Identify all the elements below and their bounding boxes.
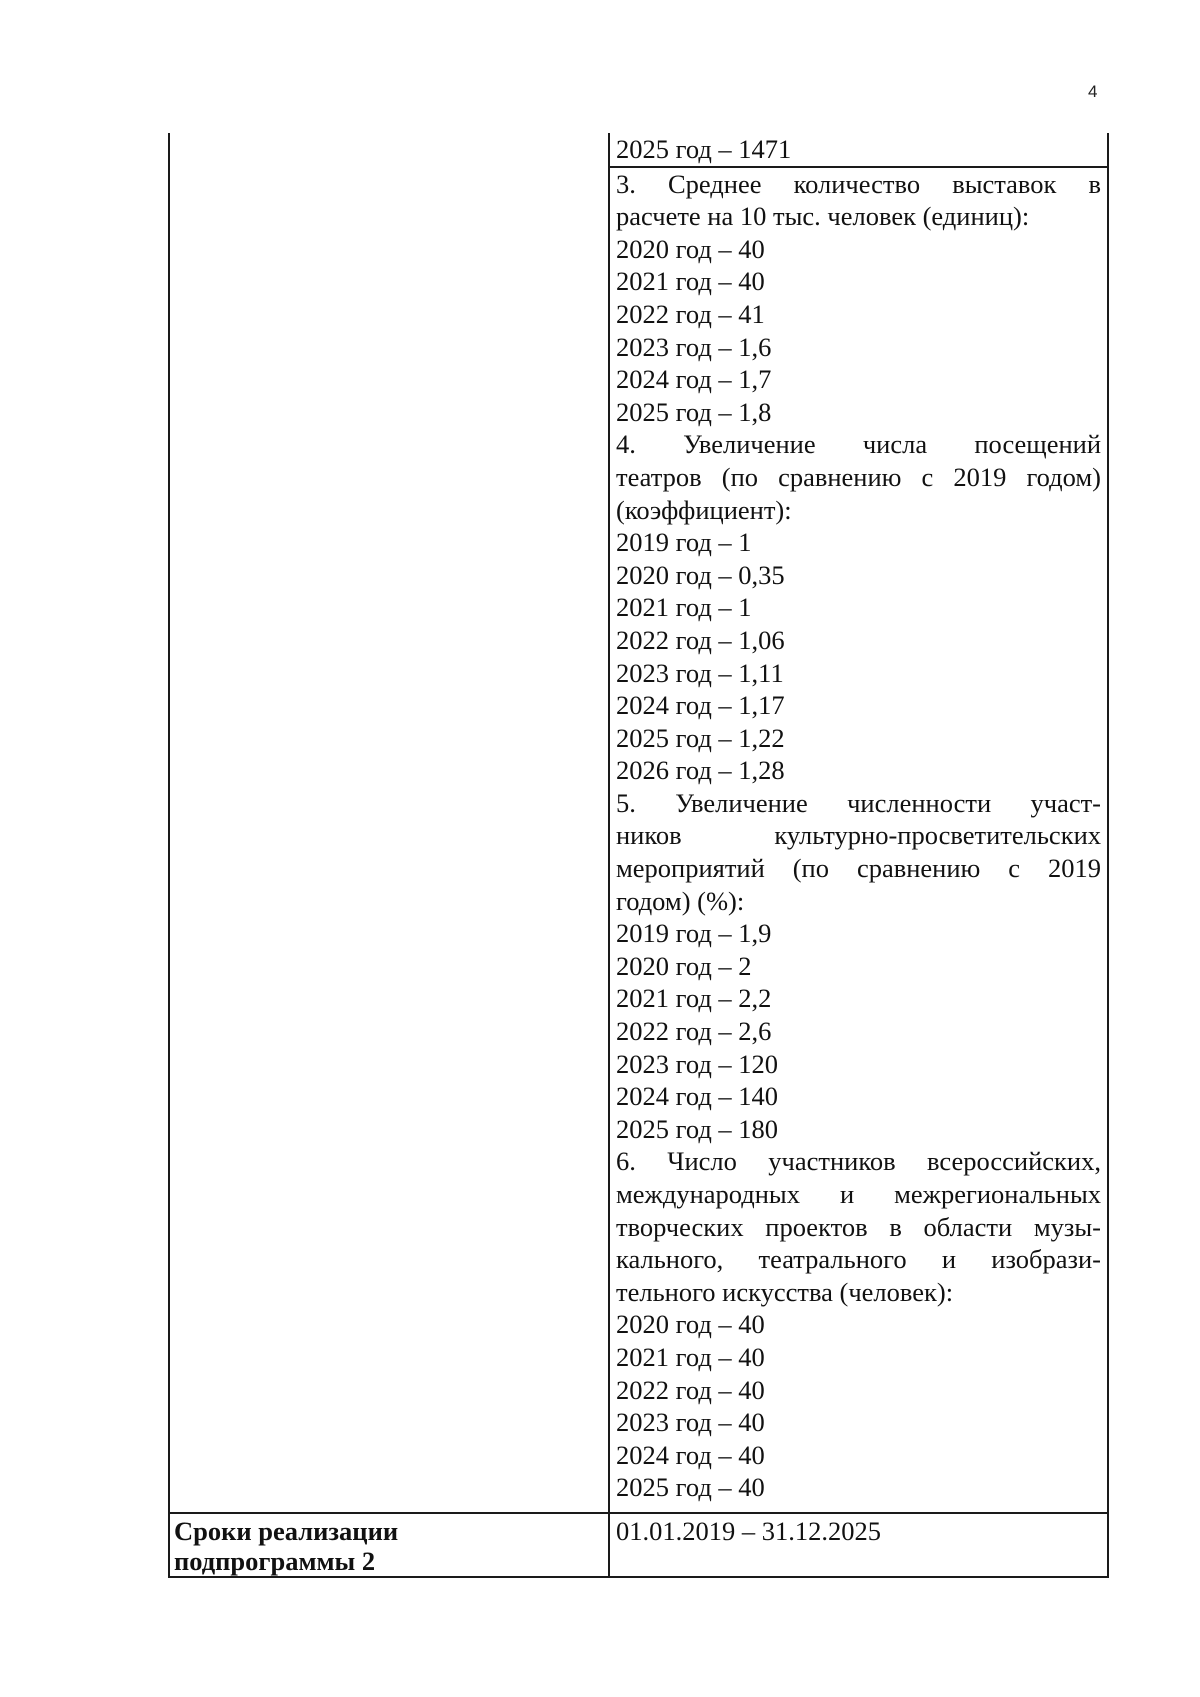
indicator-year-value: 2021 год – 40 (616, 1341, 765, 1372)
indicator-year-value: 2021 год – 1 (616, 592, 752, 623)
indicators-row (169, 133, 1108, 1513)
indicator-year-value: 2025 год – 180 (616, 1113, 779, 1144)
indicator-heading-line: мероприятий (по сравнению с 2019 (616, 853, 1101, 884)
term-label-cell (169, 1513, 609, 1577)
indicator-year-value: 2023 год – 1,11 (616, 657, 784, 688)
term-row (169, 1513, 1108, 1577)
term-label-line1: Сроки реализации (174, 1516, 399, 1546)
indicator-list (616, 168, 1101, 1504)
indicator-block (616, 787, 1101, 1146)
indicator-year-value: 2019 год – 1 (616, 527, 752, 558)
indicator-heading-line: театров (по сравнению с 2019 годом) (616, 461, 1101, 492)
indicator-year-value: 2023 год – 1,6 (616, 331, 772, 362)
indicator-year-value: 2021 год – 40 (616, 266, 765, 297)
indicators-label-cell (169, 133, 609, 1513)
indicator-heading-line: ников культурно-просветительских (616, 820, 1101, 851)
indicator-heading-line: 5. Увеличение численности участ- (616, 787, 1101, 818)
indicator-heading-line: творческих проектов в области музы- (616, 1211, 1101, 1242)
indicator-year-value: 2020 год – 0,35 (616, 559, 785, 590)
indicator-year-value: 2024 год – 1,17 (616, 690, 785, 721)
indicator-year-value: 2023 год – 40 (616, 1407, 765, 1438)
indicator-heading-line: расчете на 10 тыс. человек (единиц): (616, 201, 1030, 232)
indicator-heading-line: международных и межрегиональных (616, 1179, 1101, 1209)
indicator-block (616, 1145, 1101, 1504)
page-number: 4 (1088, 82, 1098, 101)
indicator-year-value: 2025 год – 40 (616, 1472, 765, 1503)
indicator-year-value: 2021 год – 2,2 (616, 983, 772, 1014)
indicator-block (616, 168, 1101, 429)
indicator-year-value: 2020 год – 2 (616, 950, 752, 981)
term-value: 01.01.2019 – 31.12.2025 (616, 1516, 881, 1546)
indicator-year-value: 2024 год – 140 (616, 1081, 779, 1112)
indicator-year-value: 2019 год – 1,9 (616, 918, 772, 949)
indicator-year-value: 2020 год – 40 (616, 1309, 765, 1340)
indicator-heading-line: тельного искусства (человек): (616, 1276, 954, 1307)
indicator-year-value: 2022 год – 2,6 (616, 1016, 772, 1047)
indicator-year-value: 2026 год – 1,28 (616, 755, 785, 786)
carryover-line: 2025 год – 1471 (616, 134, 792, 164)
subprogram-passport-table (168, 133, 1109, 1578)
indicator-year-value: 2022 год – 41 (616, 298, 765, 329)
indicator-year-value: 2025 год – 1,8 (616, 396, 772, 427)
indicator-heading-line: 6. Число участников всероссийских, (616, 1146, 1101, 1177)
indicator-year-value: 2022 год – 40 (616, 1374, 765, 1405)
indicator-year-value: 2025 год – 1,22 (616, 722, 785, 753)
indicator-heading-line: годом) (%): (616, 885, 745, 916)
indicator-year-value: 2024 год – 1,7 (616, 364, 772, 395)
indicator-block (616, 428, 1101, 787)
indicator-year-value: 2022 год – 1,06 (616, 624, 785, 655)
term-value-cell (609, 1513, 1108, 1577)
indicator-year-value: 2023 год – 120 (616, 1048, 779, 1079)
indicator-year-value: 2020 год – 40 (616, 233, 765, 264)
indicator-heading-line: (коэффициент): (616, 494, 792, 525)
term-label-line2: подпрограммы 2 (174, 1546, 376, 1576)
indicator-heading-line: 4. Увеличение числа посещений (616, 429, 1101, 460)
indicator-heading-line: кального, театрального и изобрази- (616, 1244, 1101, 1275)
indicator-heading-line: 3. Среднее количество выставок в (616, 168, 1101, 199)
indicator-year-value: 2024 год – 40 (616, 1439, 765, 1470)
indicators-value-cell (609, 133, 1108, 1513)
